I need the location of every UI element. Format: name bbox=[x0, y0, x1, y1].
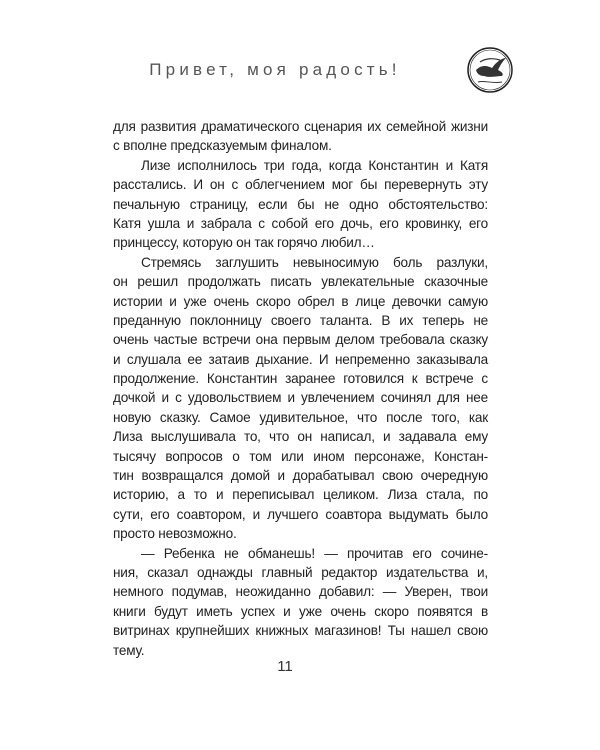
text-line: и слушала ее затаив дыхание. И непременно заказывала bbox=[113, 351, 488, 367]
text-line: книги будут иметь успех и уже очень скоро появятся в bbox=[113, 603, 488, 619]
text-line: тин возвращался домой и дорабатывал свою очередную bbox=[113, 468, 488, 484]
text-line: он решил продолжать писать увлекательные сказочные bbox=[113, 274, 488, 290]
text-line: с вполне предсказуемым финалом. bbox=[113, 138, 332, 154]
body-text bbox=[113, 117, 488, 660]
text-line: просто невозможно. bbox=[113, 526, 237, 542]
text-line: расстались. И он с облегчением мог бы перевернуть эту bbox=[113, 177, 488, 193]
text-line: витринах крупнейших книжных магазинов! Ты нашел свою bbox=[113, 623, 488, 639]
text-line: ния, сказал однажды главный редактор издательства и, bbox=[113, 564, 488, 580]
text-line: для развития драматического сценария их семейной жизни bbox=[113, 119, 488, 134]
text-line: — Ребенка не обманешь! — прочитав его сочине- bbox=[141, 545, 488, 561]
text-line: Катя ушла и забрала с собой его дочь, его кровинку, его bbox=[113, 215, 488, 231]
bird-emblem-icon bbox=[466, 46, 514, 94]
text-line: немного подумав, неожиданно добавил: — Уверен, твои bbox=[113, 584, 488, 600]
text-line: истории и уже очень скоро обрел в лице девочки самую bbox=[113, 293, 488, 309]
text-line: Стремясь заглушить невыносимую боль разлуки, bbox=[141, 254, 488, 270]
text-line: печальную страницу, если бы не одно обстоятельство: bbox=[113, 196, 488, 212]
running-title: Привет, моя радость! bbox=[149, 60, 401, 79]
page-number: 11 bbox=[277, 658, 293, 675]
text-line: дочкой и с удовольствием и увлечением сочинял для нее bbox=[113, 390, 488, 406]
text-line: историю, а то и переписывал целиком. Лиза стала, по bbox=[113, 487, 488, 503]
text-line: тысячу вопросов о том или ином персонаже, Констан- bbox=[113, 448, 488, 464]
text-line: тему. bbox=[113, 642, 145, 658]
text-line: Лиза выслушивала то, что он написал, и задавала ему bbox=[113, 429, 488, 445]
text-line: преданную поклонницу своего таланта. В их теперь не bbox=[113, 312, 488, 328]
text-line: новую сказку. Самое удивительное, что после того, как bbox=[113, 409, 488, 425]
text-line: принцессу, которую он так горячо любил… bbox=[113, 235, 375, 251]
text-line: сути, его соавтором, и лучшего соавтора выдумать было bbox=[113, 506, 488, 522]
text-line: Лизе исполнилось три года, когда Константин и Катя bbox=[141, 157, 488, 173]
text-line: продолжение. Константин заранее готовился к встрече с bbox=[113, 371, 488, 387]
text-line: очень частые встречи она первым делом требовала сказку bbox=[113, 332, 488, 348]
